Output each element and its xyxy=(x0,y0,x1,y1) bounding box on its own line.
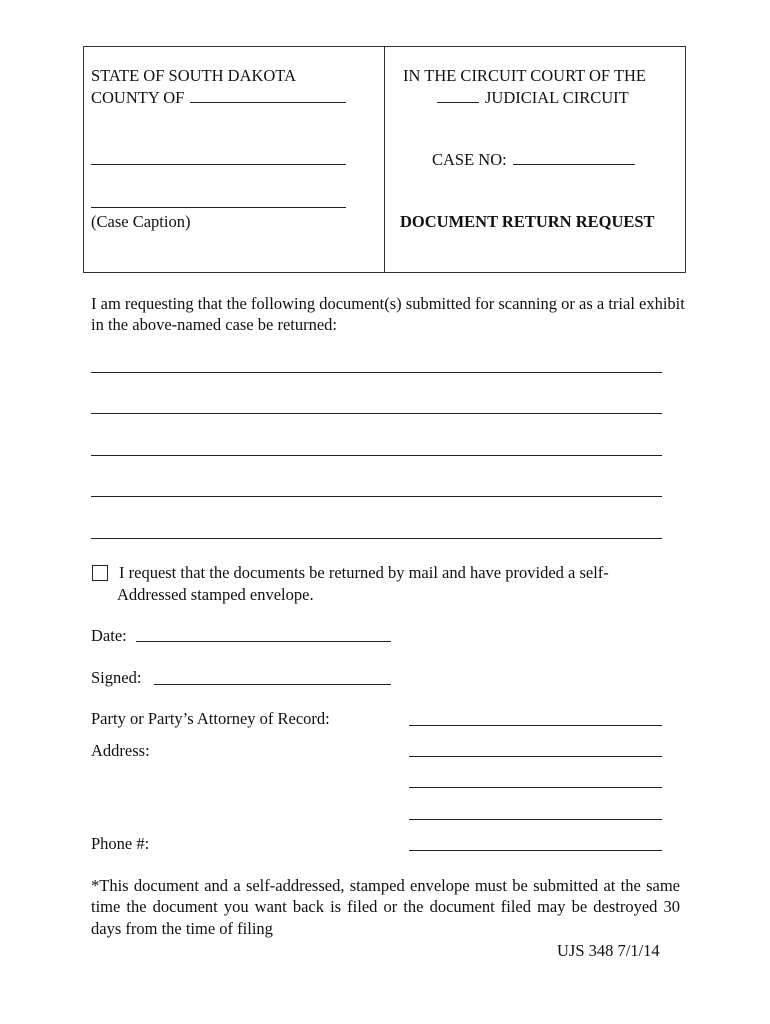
phone-input[interactable] xyxy=(409,850,662,851)
document-line-2[interactable] xyxy=(91,413,662,414)
case-no-row xyxy=(432,150,635,171)
mail-option-line1: I request that the documents be returned by mail and have provided a self- xyxy=(119,563,609,582)
footer-note: *This document and a self-addressed, stamped envelope must be submitted at the same time the document you want back is filed or the document filed may be destroyed 30 days from the time of filing xyxy=(91,876,680,938)
case-caption-label: (Case Caption) xyxy=(91,212,191,231)
case-no-input[interactable] xyxy=(513,150,635,165)
party-line-1[interactable] xyxy=(91,164,346,165)
court-line1: IN THE CIRCUIT COURT OF THE xyxy=(403,66,647,85)
document-line-1[interactable] xyxy=(91,372,662,373)
date-input[interactable] xyxy=(136,641,391,642)
request-text: I am requesting that the following document(s) submitted for scanning or as a trial exhibit in the above-named case be returned: xyxy=(91,294,685,335)
state-label: STATE OF SOUTH DAKOTA xyxy=(91,66,296,85)
caption-divider xyxy=(384,46,385,273)
circuit-number-input[interactable] xyxy=(437,88,479,103)
address-input-2[interactable] xyxy=(409,787,662,788)
document-line-3[interactable] xyxy=(91,455,662,456)
address-input-1[interactable] xyxy=(409,756,662,757)
county-row xyxy=(91,88,346,109)
signed-label: Signed: xyxy=(91,668,142,687)
signature-input[interactable] xyxy=(154,684,391,685)
form-title: DOCUMENT RETURN REQUEST xyxy=(400,212,655,231)
party-label: Party or Party’s Attorney of Record: xyxy=(91,709,330,728)
document-line-5[interactable] xyxy=(91,538,662,539)
county-label: COUNTY OF xyxy=(91,88,185,107)
court-line2: JUDICIAL CIRCUIT xyxy=(485,88,629,107)
court-line2-row xyxy=(437,88,629,109)
date-label: Date: xyxy=(91,626,127,645)
mail-return-checkbox[interactable] xyxy=(92,565,108,581)
document-line-4[interactable] xyxy=(91,496,662,497)
party-input[interactable] xyxy=(409,725,662,726)
address-label: Address: xyxy=(91,741,150,760)
address-input-3[interactable] xyxy=(409,819,662,820)
county-input[interactable] xyxy=(190,88,346,103)
case-no-label: CASE NO: xyxy=(432,150,507,169)
form-id: UJS 348 7/1/14 xyxy=(557,941,660,960)
mail-option-line2: Addressed stamped envelope. xyxy=(117,585,314,604)
phone-label: Phone #: xyxy=(91,834,150,853)
party-line-2[interactable] xyxy=(91,207,346,208)
